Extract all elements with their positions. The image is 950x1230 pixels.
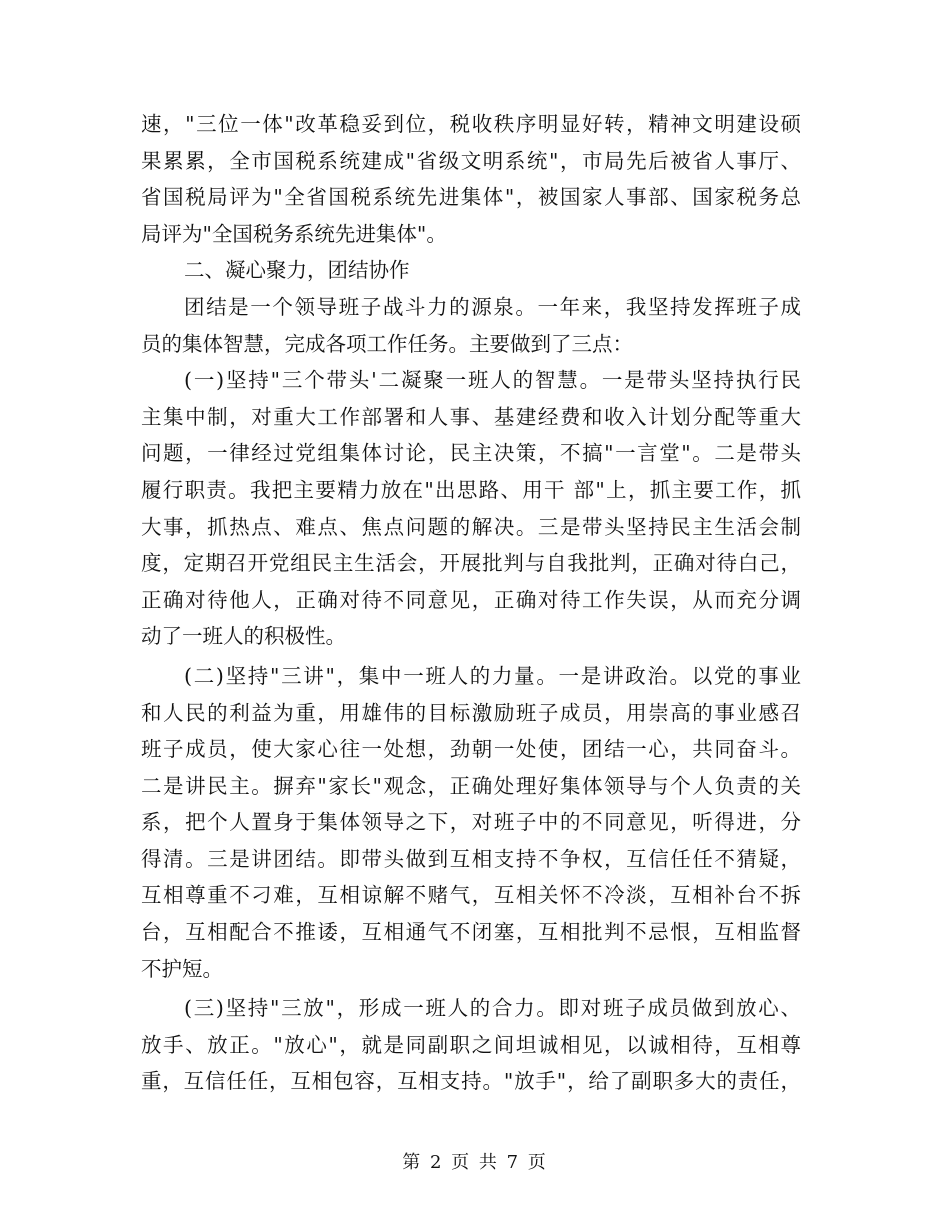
text-line: 二是讲民主。摒弃"家长"观念，正确处理好集体领导与个人负责的关: [141, 773, 801, 798]
text-line: 动了一班人的积极性。: [141, 624, 346, 649]
page-number-footer: 第 2 页 共 7 页: [402, 1152, 548, 1173]
text-line: 系，把个人置身于集体领导之下，对班子中的不同意见，听得进，分: [141, 810, 801, 835]
text-line: (二)坚持"三讲"，集中一班人的力量。一是讲政治。以党的事业: [184, 663, 801, 688]
text-line: 正确对待他人，正确对待不同意见，正确对待工作失误，从而充分调: [141, 587, 801, 612]
text-line: 员的集体智慧，完成各项工作任务。主要做到了三点：: [141, 331, 633, 356]
text-line: 放手、放正。"放心"，就是同副职之间坦诚相见，以诚相待，互相尊: [141, 1032, 801, 1057]
text-line: (一)坚持"三个带头'二凝聚一班人的智慧。一是带头坚持执行民: [184, 368, 801, 393]
text-line: 局评为"全国税务系统先进集体"。: [141, 221, 447, 246]
text-line: 果累累，全市国税系统建成"省级文明系统"，市局先后被省人事厅、: [141, 148, 801, 173]
text-line: 度，定期召开党组民主生活会，开展批判与自我批判，正确对待白己，: [141, 551, 801, 576]
text-line: 得清。三是讲团结。即带头做到互相支持不争权，互信任任不猜疑，: [141, 846, 801, 871]
section-heading: 二、凝心聚力，团结协作: [184, 258, 410, 283]
text-line: 重，互信任任，互相包容，互相支持。"放手"，给了副职多大的责任，: [141, 1069, 801, 1094]
text-line: 互相尊重不刁难，互相谅解不赌气，互相关怀不冷淡，互相补台不拆: [141, 883, 801, 908]
text-line: 问题，一律经过党组集体讨论，民主决策，不搞"一言堂"。二是带头: [141, 441, 801, 466]
text-line: 台，互相配合不推诿，互相通气不闭塞，互相批判不忌恨，互相监督: [141, 920, 801, 945]
text-line: 履行职责。我把主要精力放在"出思路、用干 部"上，抓主要工作，抓: [141, 477, 801, 502]
document-body: [141, 106, 801, 1100]
text-line: 班子成员，使大家心往一处想，劲朝一处使，团结一心，共同奋斗。: [141, 737, 801, 762]
text-line: 团结是一个领导班子战斗力的源泉。一年来，我坚持发挥班子成: [184, 294, 801, 319]
text-line: 省国税局评为"全省国税系统先进集体"，被国家人事部、国家税务总: [141, 185, 801, 210]
text-line: 大事，抓热点、难点、焦点问题的解决。三是带头坚持民主生活会制: [141, 514, 801, 539]
text-line: 速，"三位一体"改革稳妥到位，税收秩序明显好转，精神文明建设硕: [141, 112, 801, 136]
text-line: 不护短。: [141, 956, 223, 981]
text-line: (三)坚持"三放"，形成一班人的合力。即对班子成员做到放心、: [184, 996, 801, 1021]
text-line: 主集中制，对重大工作部署和人事、基建经费和收入计划分配等重大: [141, 404, 801, 429]
text-line: 和人民的利益为重，用雄伟的目标激励班子成员，用崇高的事业感召: [141, 700, 801, 725]
